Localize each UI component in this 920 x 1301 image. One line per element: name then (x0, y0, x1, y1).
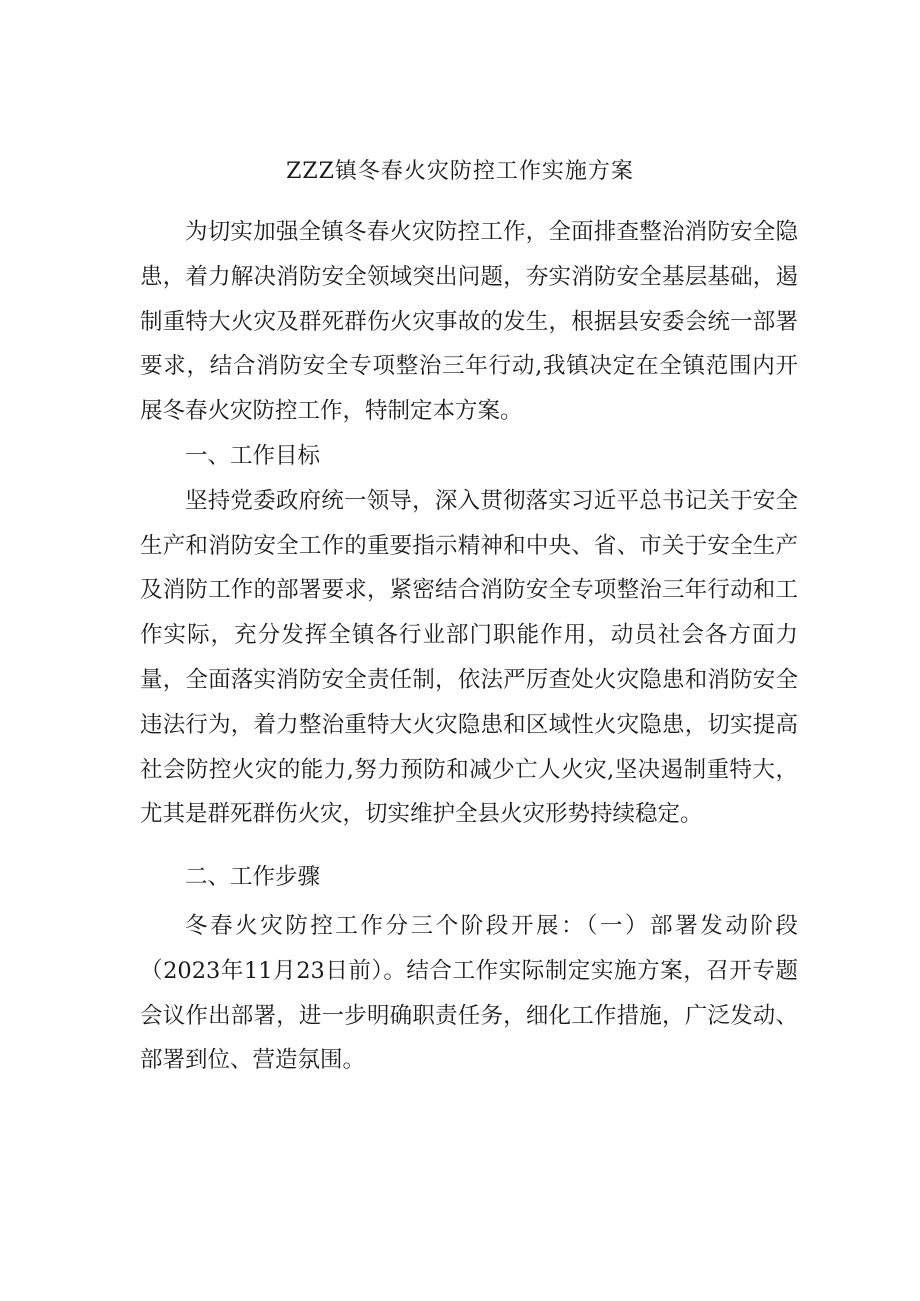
goals-paragraph: 坚持党委政府统一领导，深入贯彻落实习近平总书记关于安全生产和消防安全工作的重要指示精神和中央、省、市关于安全生产及消防工作的部署要求，紧密结合消防安全专项整治三年行动和工作实际，充分发挥全镇各行业部门职能作用，动员社会各方面力量，全面落实消防安全责任制，依法严厉查处火灾隐患和消防安全违法行为，着力整治重特大火灾隐患和区域性火灾隐患，切实提高社会防控火灾的能力,努力预防和减少亡人火灾,坚决遏制重特大，尤其是群死群伤火灾，切实维护全县火灾形势持续稳定。 (140, 487, 798, 828)
intro-paragraph: 为切实加强全镇冬春火灾防控工作，全面排查整治消防安全隐患，着力解决消防安全领域突出问题，夯实消防安全基层基础，遏制重特大火灾及群死群伤火灾事故的发生，根据县安委会统一部署要求，结合消防安全专项整治三年行动,我镇决定在全镇范围内开展冬春火灾防控工作，特制定本方案。 (140, 219, 798, 425)
section-heading-goals: 一、工作目标 (185, 442, 321, 469)
document-title: ZZZ镇冬春火灾防控工作实施方案 (286, 159, 634, 184)
steps-paragraph: 冬春火灾防控工作分三个阶段开展：（一）部署发动阶段（2023年11月23日前）。结合工作实际制定实施方案，召开专题会议作出部署，进一步明确职责任务，细化工作措施，广泛发动、部署到位、营造氛围。 (140, 912, 798, 1074)
document-body (140, 210, 798, 1083)
section-heading-steps: 二、工作步骤 (185, 864, 321, 891)
